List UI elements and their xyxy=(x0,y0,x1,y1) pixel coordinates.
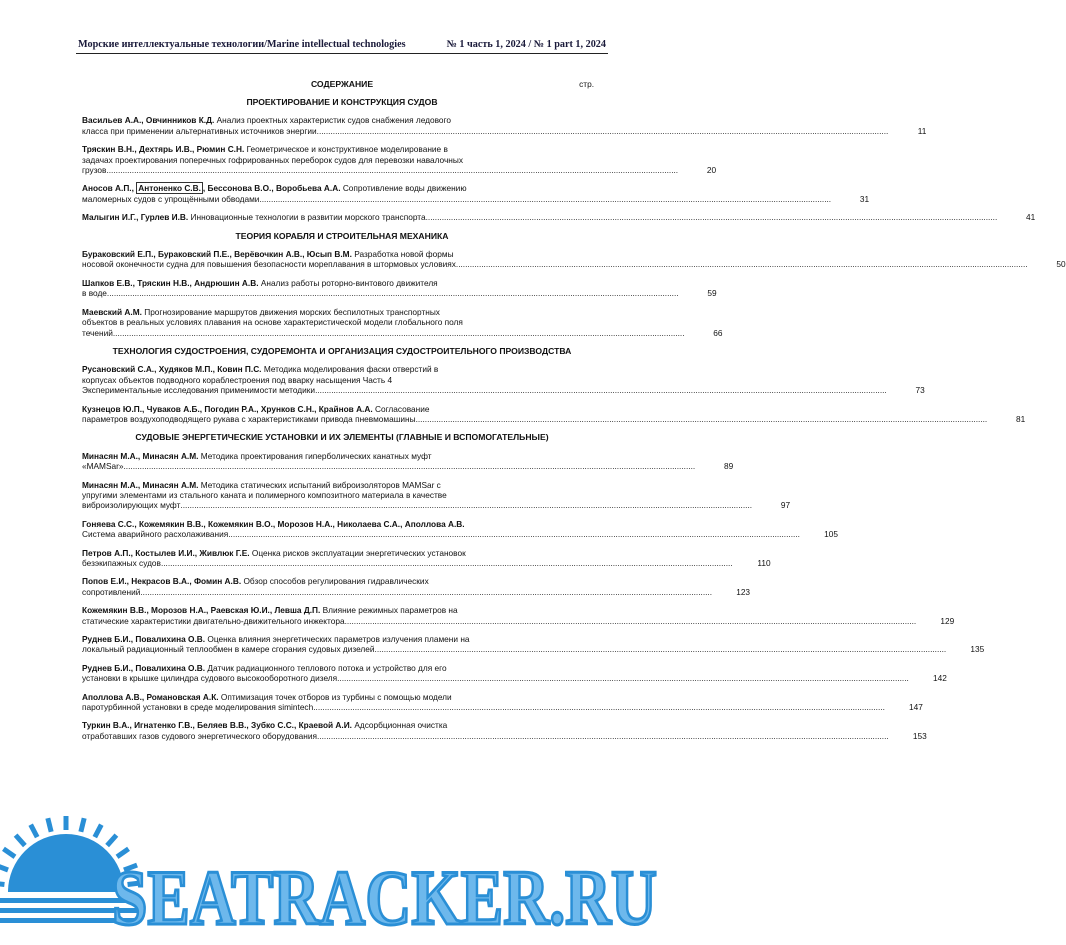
entry-title-line: носовой оконечности судна для повышения безопасности мореплавания в штормовых условиях xyxy=(82,259,456,270)
toc-entry[interactable] xyxy=(82,720,927,741)
toc-entry[interactable] xyxy=(82,144,717,176)
entry-title-line: Оценка рисков эксплуатации энергетических установок xyxy=(251,547,466,558)
entry-page-number: 97 xyxy=(780,500,791,511)
entry-authors: Минасян М.А., Минасян А.М. xyxy=(82,450,199,461)
entry-page-number: 81 xyxy=(1016,413,1026,424)
entry-authors: Руднев Б.И., Повалихина О.В. xyxy=(82,662,206,673)
dot-leader xyxy=(140,587,712,597)
entry-authors: Туркин В.А., Игнатенко Г.В., Беляев В.В., Зубко С.С., Краевой А.И. xyxy=(82,720,352,731)
dot-leader xyxy=(161,558,733,568)
entry-authors: Минасян М.А., Минасян А.М. xyxy=(82,479,199,490)
toc-entry[interactable] xyxy=(82,115,927,136)
entry-title-line: Влияние режимных параметров на xyxy=(322,605,458,616)
toc-entry[interactable] xyxy=(82,547,771,569)
entry-page-number: 41 xyxy=(1026,212,1036,223)
toc-entry[interactable] xyxy=(82,183,870,204)
issue-number: № 1 часть 1, 2024 / № 1 part 1, 2024 xyxy=(446,39,606,50)
sun-ray xyxy=(31,825,38,837)
entry-page-number: 50 xyxy=(1056,259,1066,270)
toc-entry[interactable] xyxy=(82,634,985,655)
entry-title-line: Оценка влияния энергетических параметров излучения пламени на xyxy=(207,634,470,645)
entry-title-line: упругими элементами из стального каната и полимерного композитного материала в качестве xyxy=(82,489,447,500)
entry-page-number: 66 xyxy=(713,327,723,338)
entry-title-line: задачах проектирования поперечных гофрированных переборок судов для перевозки навалочных xyxy=(82,154,464,165)
entry-title-line: корпусах объектов подводного кораблестроения под вварку насыщения Часть 4 xyxy=(82,374,393,385)
entry-page-number: 153 xyxy=(912,730,927,741)
entry-title-line: параметров воздухоподводящего рукава с характеристиками привода пневмомашины xyxy=(82,413,416,424)
dot-leader xyxy=(313,702,885,712)
entry-title-line: установки в крышке цилиндра судового высокооборотного дизеля xyxy=(82,673,338,684)
entry-authors: Гоняева С.С., Кожемякин В.В., Кожемякин В.О., Морозов Н.А., Николаева С.А., Аполлова А.В. xyxy=(82,518,465,529)
entry-authors: , Бессонова В.О., Воробьева А.А. xyxy=(202,183,341,194)
entry-title-line: Методика моделирования фаски отверстий в xyxy=(263,364,439,375)
toc-title: СОДЕРЖАНИЕ xyxy=(310,79,374,89)
dot-leader xyxy=(315,385,887,395)
entry-authors: Аносов А.П., xyxy=(82,183,134,194)
entry-title-line: Анализ проектных характеристик судов снабжения ледового xyxy=(216,115,451,126)
dot-leader xyxy=(426,212,998,222)
sun-ray xyxy=(16,835,25,845)
section-heading: ТЕОРИЯ КОРАБЛЯ И СТРОИТЕЛЬНАЯ МЕХАНИКА xyxy=(235,230,449,241)
sun-ray xyxy=(0,883,4,885)
entry-title-line: грузов xyxy=(82,165,107,176)
entry-page-number: 89 xyxy=(723,461,734,472)
sun-ray xyxy=(3,849,15,857)
dot-leader xyxy=(317,731,889,741)
entry-title-line: статические характеристики двигательно-движительного инжектора xyxy=(82,615,345,626)
sun-ray xyxy=(48,818,51,832)
entry-title-line: Прогнозирование маршрутов движения морских беспилотных транспортных xyxy=(144,306,440,317)
toc-entry[interactable] xyxy=(82,212,1036,223)
sun-ray xyxy=(81,818,84,832)
page-column-label: стр. xyxy=(579,79,594,89)
entry-title-line: Адсорбционная очистка xyxy=(354,720,448,731)
entry-authors: Бураковский Е.П., Бураковский П.Е., Верёвочкин А.В., Юсып В.М. xyxy=(82,249,352,260)
toc-entry[interactable] xyxy=(82,450,734,472)
entry-title-line: Анализ работы роторно-винтового движителя xyxy=(260,277,438,288)
toc-entry[interactable] xyxy=(82,249,1066,270)
dot-leader xyxy=(113,328,685,338)
dot-leader xyxy=(106,165,678,175)
entry-title-line: Геометрическое и конструктивное моделирование в xyxy=(246,144,448,155)
entry-title-line: локальный радиационный теплообмен в камере сгорания судовых дизелей xyxy=(82,644,375,655)
entry-title-line: отработавших газов судового энергетического оборудования xyxy=(82,730,318,741)
entry-title-line: течений xyxy=(82,327,113,338)
dot-leader xyxy=(180,500,752,510)
entry-authors: Кузнецов Ю.П., Чуваков А.Б., Погодин Р.А., Хрунков С.Н., Крайнов А.А. xyxy=(82,403,373,414)
entry-authors: Аполлова А.В., Романовская А.К. xyxy=(82,691,219,702)
entry-title-line: Датчик радиационного теплового потока и устройство для его xyxy=(207,662,447,673)
entry-title-line: Методика статических испытаний виброизоляторов MAMSar с xyxy=(200,479,441,490)
sun-ray xyxy=(107,835,116,845)
toc-entry[interactable] xyxy=(82,662,947,684)
entry-title-line: Разработка новой формы xyxy=(354,249,454,260)
toc-entry[interactable] xyxy=(82,691,923,713)
dot-leader xyxy=(124,461,696,471)
dot-leader xyxy=(345,616,917,626)
entry-page-number: 110 xyxy=(757,558,771,568)
toc-entry[interactable] xyxy=(82,605,955,626)
entry-title-line: «MAMSar» xyxy=(82,461,124,472)
dot-leader xyxy=(228,529,800,539)
dot-leader xyxy=(259,194,831,204)
dot-leader xyxy=(107,288,679,298)
entry-authors: Петров А.П., Костылев И.И., Живлюк Г.Е. xyxy=(82,547,250,558)
entry-page-number: 20 xyxy=(706,165,717,176)
entry-title-line: в воде xyxy=(82,288,107,299)
section-heading: СУДОВЫЕ ЭНЕРГЕТИЧЕСКИЕ УСТАНОВКИ И ИХ ЭЛЕМЕНТЫ (ГЛАВНЫЕ И ВСПОМОГАТЕЛЬНЫЕ) xyxy=(135,432,549,443)
entry-title-line: Система аварийного расхолаживания xyxy=(82,529,229,540)
toc-entry[interactable] xyxy=(82,277,717,299)
section-heading: ПРОЕКТИРОВАНИЕ И КОНСТРУКЦИЯ СУДОВ xyxy=(246,97,438,107)
entry-title-line: безэкипажных судов xyxy=(82,558,161,568)
entry-authors: Попов Е.И., Некрасов В.А., Фомин А.В. xyxy=(82,576,242,587)
dot-leader xyxy=(337,673,909,683)
highlighted-author: Антоненко С.В. xyxy=(138,183,201,194)
entry-page-number: 73 xyxy=(915,385,925,396)
watermark-text: SEATRACKER.RU xyxy=(112,854,657,941)
entry-page-number: 59 xyxy=(707,288,717,299)
sun-ray xyxy=(95,825,102,837)
toc-entry[interactable] xyxy=(82,403,1026,425)
entry-title-line: Методика проектирования гиперболических канатных муфт xyxy=(200,450,432,461)
entry-title-line: Оптимизация точек отборов из турбины с помощью модели xyxy=(220,691,452,702)
entry-title-line: Сопротивление воды движению xyxy=(342,183,467,194)
entry-page-number: 123 xyxy=(736,586,751,597)
dot-leader xyxy=(317,126,889,136)
entry-authors: Руднев Б.И., Повалихина О.В. xyxy=(82,634,206,645)
entry-title-line: маломерных судов с упрощёнными обводами xyxy=(82,193,260,204)
entry-title-line: объектов в реальных условиях плавания на основе характеристической модели глобального поля xyxy=(82,317,463,328)
entry-authors: Маевский А.М. xyxy=(82,306,142,317)
entry-authors: Малыгин И.Г., Гурлев И.В. xyxy=(82,212,189,223)
sun-ray xyxy=(0,865,8,870)
toc-entry[interactable] xyxy=(82,479,791,511)
entry-authors: Шапков Е.В., Тряскин Н.В., Андрюшин А.В. xyxy=(82,277,259,288)
journal-title: Морские интеллектуальные технологии/Marine intellectual technologies xyxy=(78,39,406,50)
dot-leader xyxy=(456,259,1028,269)
toc-heading xyxy=(82,79,602,91)
header-divider xyxy=(76,53,608,54)
entry-page-number: 135 xyxy=(970,644,985,655)
entry-title-line: класса при применении альтернативных источников энергии xyxy=(82,125,317,136)
entry-page-number: 147 xyxy=(909,702,923,713)
entry-page-number: 142 xyxy=(932,673,947,684)
entry-page-number: 11 xyxy=(917,125,927,136)
table-of-contents xyxy=(82,79,1066,749)
entry-page-number: 129 xyxy=(940,615,955,626)
entry-page-number: 105 xyxy=(824,529,838,540)
entry-page-number: 31 xyxy=(859,193,870,204)
entry-title-line: Экспериментальные исследования применимости методики xyxy=(82,385,316,396)
entry-title-line: виброизолирующих муфт xyxy=(82,500,181,511)
entry-title-line: Согласование xyxy=(374,403,430,414)
dot-leader xyxy=(416,414,988,424)
entry-authors: Русановский С.А., Худяков М.П., Ковин П.С. xyxy=(82,364,262,375)
entry-title-line: Обзор способов регулирования гидравлических xyxy=(243,576,429,587)
entry-authors: Васильев А.А., Овчинников К.Д. xyxy=(82,115,215,126)
entry-title-line: паротурбинной установки в среде моделирования simintech xyxy=(82,702,314,713)
toc-entry[interactable] xyxy=(82,364,925,396)
entry-title-line: Инновационные технологии в развитии морского транспорта xyxy=(190,212,426,223)
running-header xyxy=(78,39,606,50)
entry-title-line: сопротивлений xyxy=(82,586,141,597)
entry-authors: Кожемякин В.В., Морозов Н.А., Раевская Ю.И., Левша Д.П. xyxy=(82,605,321,616)
toc-entry[interactable] xyxy=(82,306,723,338)
toc-entry[interactable] xyxy=(82,576,751,597)
entry-authors: Тряскин В.Н., Дехтярь И.В., Рюмин С.Н. xyxy=(82,144,245,155)
toc-entry[interactable] xyxy=(82,518,838,540)
section-heading: ТЕХНОЛОГИЯ СУДОСТРОЕНИЯ, СУДОРЕМОНТА И ОРГАНИЗАЦИЯ СУДОСТРОИТЕЛЬНОГО ПРОИЗВОДСТВА xyxy=(112,345,572,356)
dot-leader xyxy=(375,644,947,654)
seatracker-watermark xyxy=(0,836,667,945)
